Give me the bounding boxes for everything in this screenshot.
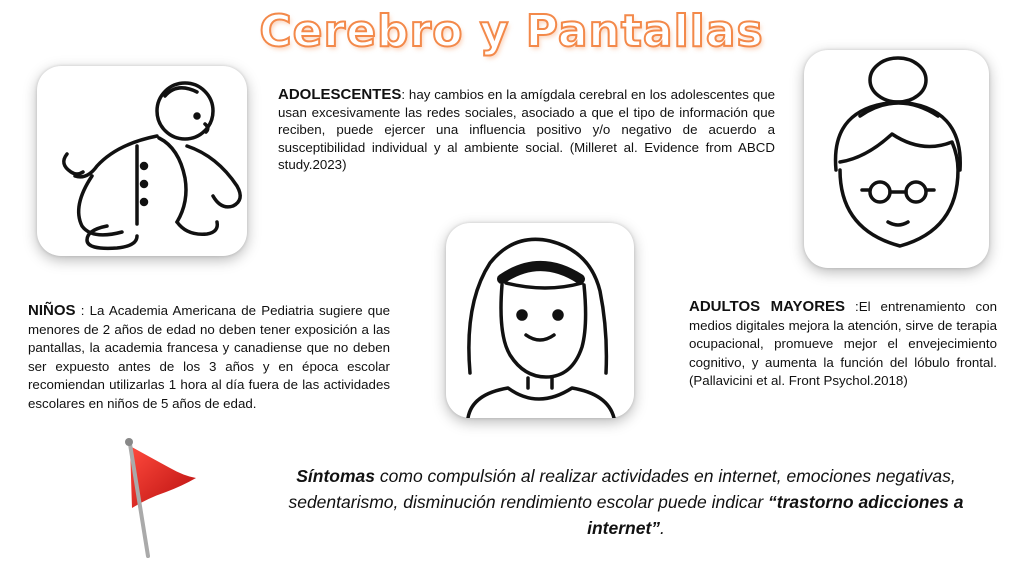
elderly-card [804,50,989,268]
adultos-heading: ADULTOS MAYORES [689,298,846,315]
adultos-body: :El entrenamiento con medios digitales mejora la atención, sirve de terapia ocupacional, promueve mejor el envejecimiento cognitivo, y aumenta la función del lóbulo frontal. (Pallavicini et al. Front Psychol.2018) [689,299,997,388]
sintomas-end: . [660,518,665,538]
adultos-text [689,298,997,391]
red-flag-icon [108,436,198,560]
sintomas-body: como compulsión al realizar actividades en internet, emociones negativas, sedentarismo, disminución rendimiento escolar puede indicar [288,466,956,512]
baby-icon [37,66,247,256]
elderly-woman-icon [804,50,989,268]
child-card [446,223,634,418]
adolescentes-text [278,86,775,174]
sintomas-emphasis: “trastorno adicciones a internet” [587,492,964,538]
ninos-heading: NIÑOS [28,302,76,319]
ninos-body: : La Academia Americana de Pediatria sugiere que menores de 2 años de edad no deben tener exposición a las pantallas, la academia francesa y canadiense que no deben ser expuesto antes de los 3 años y en época escolar recomiendan utilizarlas 1 hora al día fuera de las actividades escolares en niños de 5 años de edad. [28,303,390,411]
adolescentes-heading: ADOLESCENTES [278,86,402,103]
sintomas-lead: Síntomas [296,466,376,486]
adolescentes-body: : hay cambios en la amígdala cerebral en los adolescentes que usan excesivamente las redes sociales, asociado a que el tipo de información que reciben, puede ejercer una influencia positivo y/o negativo de acuerdo a susceptibilidad individual y al ambiente social. (Milleret al. Evidence from ABCD study.2023) [278,87,775,172]
sintomas-text [276,463,976,541]
ninos-text [28,302,390,413]
page-title: Cerebro y Pantallas [259,6,764,57]
baby-card [37,66,247,256]
child-icon [446,223,634,418]
